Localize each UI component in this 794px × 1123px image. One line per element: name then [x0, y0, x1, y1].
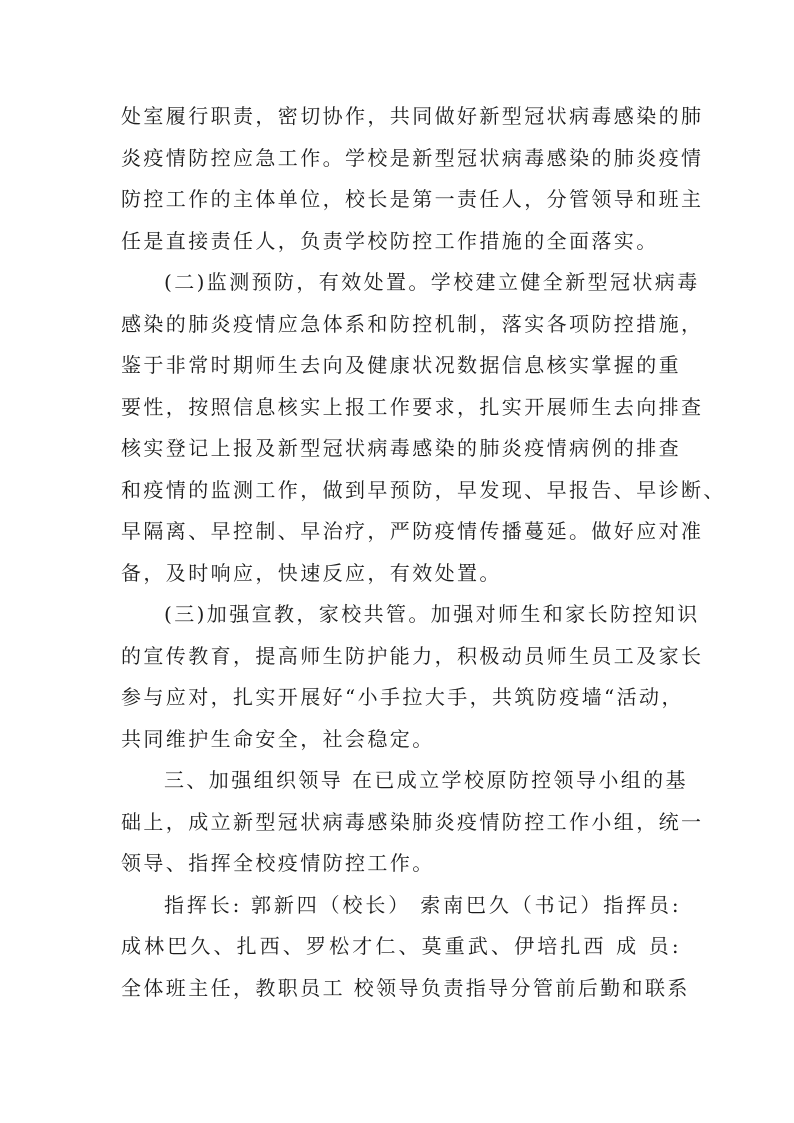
paragraph-monitoring-prevention: [121, 262, 726, 594]
text-line: 全体班主任，教职员工 校领导负责指导分管前后勤和联系: [121, 975, 690, 1000]
text-line: 成林巴久、扎西、罗松才仁、莫重武、伊培扎西 成 员:: [121, 934, 681, 958]
paragraph-responsibilities: [121, 96, 704, 262]
document-body: [121, 96, 726, 1009]
text-line: 核实登记上报及新型冠状病毒感染的肺炎疫情病例的排查: [121, 436, 681, 460]
text-line: 和疫情的监测工作，做到早预防，早发现、早报告、早诊断、: [121, 477, 726, 502]
text-line: 共同维护生命安全，社会稳定。: [121, 726, 435, 751]
text-line: 鉴于非常时期师生去向及健康状况数据信息核实掌握的重: [121, 353, 681, 377]
paragraph-organization-leadership: [121, 760, 704, 885]
text-line: 指挥长: 郭新四（校长） 索南巴久（书记）指挥员:: [164, 892, 681, 917]
text-line: (二)监测预防，有效处置。学校建立健全新型冠状病毒: [164, 270, 700, 294]
text-line: 参与应对，扎实开展好“小手拉大手，共筑防疫墙“活动，: [121, 685, 684, 709]
text-line: 处室履行职责，密切协作，共同做好新型冠状病毒感染的肺: [121, 104, 704, 128]
text-line: 的宣传教育，提高师生防护能力，积极动员师生员工及家长: [121, 643, 704, 668]
text-line: 防控工作的主体单位，校长是第一责任人，分管领导和班主: [121, 187, 704, 211]
text-line: 任是直接责任人，负责学校防控工作措施的全面落实。: [121, 228, 659, 253]
text-line: 感染的肺炎疫情应急体系和防控机制，落实各项防控措施，: [121, 311, 704, 336]
text-line: 三、加强组织领导 在已成立学校原防控领导小组的基: [164, 768, 688, 792]
text-line: 备，及时响应，快速反应，有效处置。: [121, 560, 502, 585]
text-line: (三)加强宣教，家校共管。加强对师生和家长防控知识: [164, 602, 700, 626]
paragraph-publicity-education: [121, 594, 704, 760]
text-line: 早隔离、早控制、早治疗，严防疫情传播蔓延。做好应对准: [121, 519, 704, 543]
text-line: 要性，按照信息核实上报工作要求，扎实开展师生去向排查: [121, 394, 704, 419]
text-line: 领导、指挥全校疫情防控工作。: [121, 851, 435, 875]
paragraph-command-staff: [121, 885, 690, 1010]
text-line: 炎疫情防控应急工作。学校是新型冠状病毒感染的肺炎疫情: [121, 145, 704, 170]
text-line: 础上，成立新型冠状病毒感染肺炎疫情防控工作小组，统一: [121, 809, 704, 834]
